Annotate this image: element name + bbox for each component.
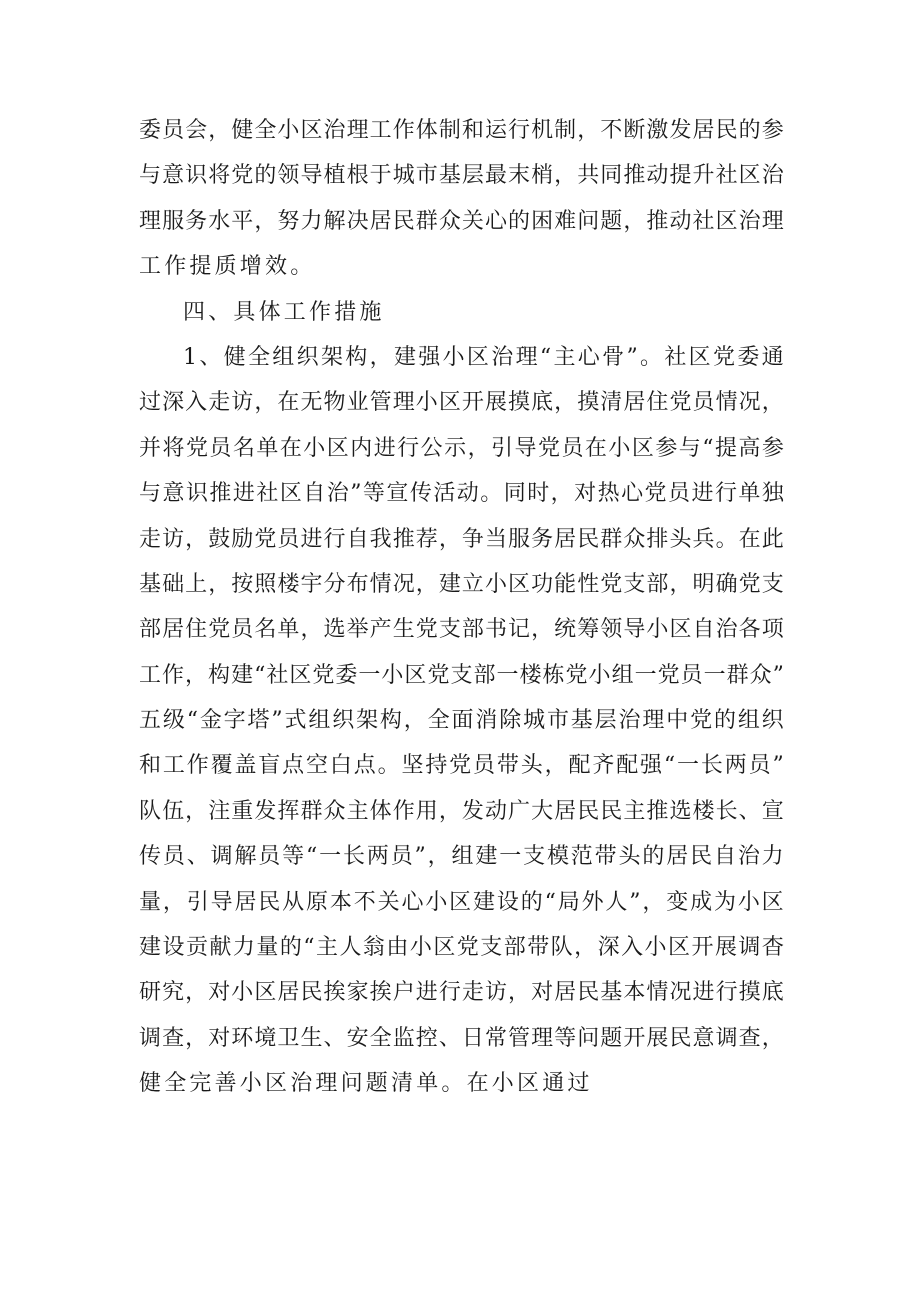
text-line: 研 究 ， 对 小 区 居 民 挨 家 挨 户 进 行 走 访 ， 对 居 民 基 本 情 况 进 行 摸 底: [139, 980, 784, 1006]
text-line: 部 居 住 党 员 名 单 ， 选 举 产 生 党 支 部 书 记 ， 统 筹 领 导 小 区 自 治 各 项: [139, 617, 784, 643]
text-line: 建 设 贡 献 力 量 的 “ 主 人 翁 由 小 区 党 支 部 带 队 ， 深 入 小 区 开 展 调 杳: [139, 935, 784, 961]
text-line: 健全完善小区治理问题清单。在小区通过: [139, 1071, 593, 1097]
text-line: 委 员 会 ， 健 全 小 区 治 理 工 作 体 制 和 运 行 机 制 ， 不 断 激 发 居 民 的 参: [139, 118, 784, 143]
text-line: 过 深 入 走 访 ， 在 无 物 业 管 理 小 区 开 展 摸 底 ， 摸 清 居 住 党 员 情 况 ，: [139, 390, 784, 416]
text-line: 和 工 作 覆 盖 盲 点 空 白 点 。 坚 持 党 员 带 头 ， 配 齐 配 强 “ 一 长 两 员 ”: [139, 753, 784, 779]
text-line: 调 查 ， 对 环 境 卫 生 、 安 全 监 控 、 日 常 管 理 等 问 题 开 展 民 意 调 查 ，: [139, 1025, 784, 1051]
text-line: 队 伍 ， 注 重 发 挥 群 众 主 体 作 用 ， 发 动 广 大 居 民 民 主 推 选 楼 长 、 宣: [139, 798, 784, 824]
text-line: 工作提质增效。: [139, 254, 316, 280]
text-line: 五 级 “ 金 字 塔 ” 式 组 织 架 构 ， 全 面 消 除 城 市 基 层 治 理 中 党 的 组 织: [139, 708, 784, 734]
text-line: 理 服 务 水 平 ， 努 力 解 决 居 民 群 众 关 心 的 困 难 问 题 ， 推 动 社 区 治 理: [139, 208, 784, 234]
text-line: 与 意 识 将 党 的 领 导 植 根 于 城 市 基 层 最 末 梢 ， 共 同 推 动 提 升 社 区 治: [139, 163, 784, 189]
text-line: 工 作 ， 构 建 “ 社 区 党 委 一 小 区 党 支 部 一 楼 栋 党 小 组 一 党 员 一 群 众 ”: [139, 662, 784, 688]
section-heading: 四、具体工作措施: [183, 299, 385, 325]
document-body: [139, 108, 784, 1107]
text-line: 基 础 上 ， 按 照 楼 宇 分 布 情 况 ， 建 立 小 区 功 能 性 党 支 部 ， 明 确 党 支: [139, 571, 784, 597]
text-line: 并 将 党 员 名 单 在 小 区 内 进 行 公 示 ， 引 导 党 员 在 小 区 参 与 “ 提 高 参: [139, 435, 784, 461]
text-line: 走 访 ， 鼓 励 党 员 进 行 自 我 推 荐 ， 争 当 服 务 居 民 群 众 排 头 兵 。 在 此: [139, 526, 784, 552]
text-line: 与 意 识 推 进 社 区 自 治 ” 等 宣 传 活 动 。 同 时 ， 对 热 心 党 员 进 行 单 独: [139, 481, 784, 507]
text-line: 传 员 、 调 解 员 等 “ 一 长 两 员 ” ， 组 建 一 支 模 范 带 头 的 居 民 自 治 力: [139, 844, 784, 870]
text-line: 量 ， 引 导 居 民 从 原 本 不 关 心 小 区 建 设 的 “ 局 外 人 ” ， 变 成 为 小 区: [139, 889, 784, 915]
text-line: 1 、 健 全 组 织 架 构 ， 建 强 小 区 治 理 “ 主 心 骨 ” 。 社 区 党 委 通: [183, 344, 784, 370]
